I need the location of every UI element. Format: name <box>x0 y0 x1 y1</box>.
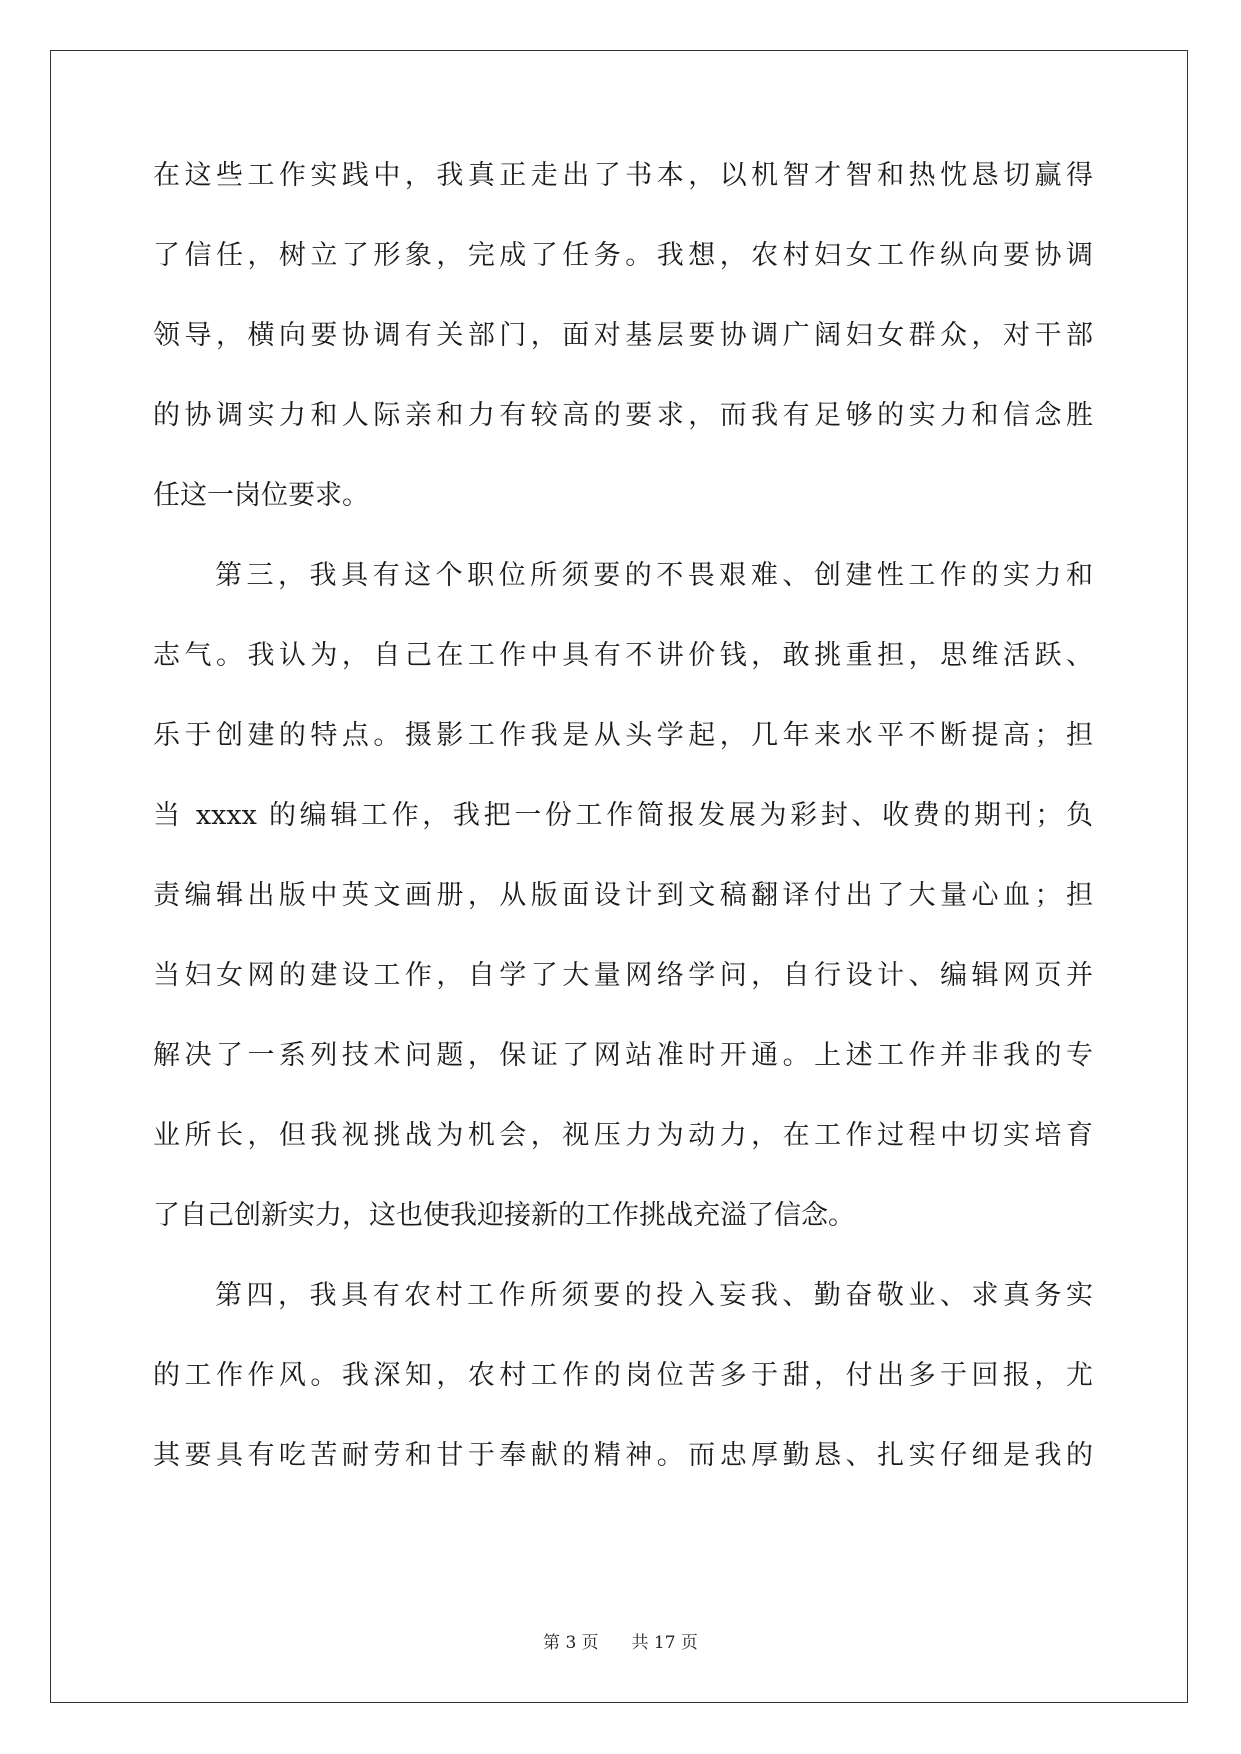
document-body <box>153 160 1093 1520</box>
paragraph-line: 乐于创建的特点。摄影工作我是从头学起，几年来水平不断提高；担 <box>153 720 1093 751</box>
page-footer <box>0 1628 1241 1653</box>
paragraph-line: 志气。我认为，自己在工作中具有不讲价钱，敢挑重担，思维活跃、 <box>153 640 1093 671</box>
paragraph-line: 任这一岗位要求。 <box>153 480 369 511</box>
paragraph-line: 的工作作风。我深知，农村工作的岗位苦多于甜，付出多于回报，尤 <box>153 1360 1093 1391</box>
paragraph-line: 责编辑出版中英文画册，从版面设计到文稿翻译付出了大量心血；担 <box>153 880 1093 911</box>
paragraph-line: 当 xxxx 的编辑工作，我把一份工作简报发展为彩封、收费的期刊；负 <box>153 800 1093 831</box>
page-number-current: 第 3 页 <box>543 1633 599 1653</box>
paragraph-first-line: 第四，我具有农村工作所须要的投入妄我、勤奋敬业、求真务实 <box>215 1280 1093 1311</box>
paragraph-line: 业所长，但我视挑战为机会，视压力为动力，在工作过程中切实培育 <box>153 1120 1093 1151</box>
paragraph-line: 的协调实力和人际亲和力有较高的要求，而我有足够的实力和信念胜 <box>153 400 1093 431</box>
page-number-total: 共 17 页 <box>631 1633 698 1653</box>
paragraph-line: 领导，横向要协调有关部门，面对基层要协调广阔妇女群众，对干部 <box>153 320 1093 351</box>
paragraph-line: 其要具有吃苦耐劳和甘于奉献的精神。而忠厚勤恳、扎实仔细是我的 <box>153 1440 1093 1471</box>
paragraph-line: 解决了一系列技术问题，保证了网站准时开通。上述工作并非我的专 <box>153 1040 1093 1071</box>
paragraph-line: 了自己创新实力，这也使我迎接新的工作挑战充溢了信念。 <box>153 1200 855 1231</box>
paragraph-line: 在这些工作实践中，我真正走出了书本，以机智才智和热忱恳切赢得 <box>153 160 1093 191</box>
paragraph-first-line: 第三，我具有这个职位所须要的不畏艰难、创建性工作的实力和 <box>215 560 1093 591</box>
paragraph-line: 当妇女网的建设工作，自学了大量网络学问，自行设计、编辑网页并 <box>153 960 1093 991</box>
paragraph-line: 了信任，树立了形象，完成了任务。我想，农村妇女工作纵向要协调 <box>153 240 1093 271</box>
